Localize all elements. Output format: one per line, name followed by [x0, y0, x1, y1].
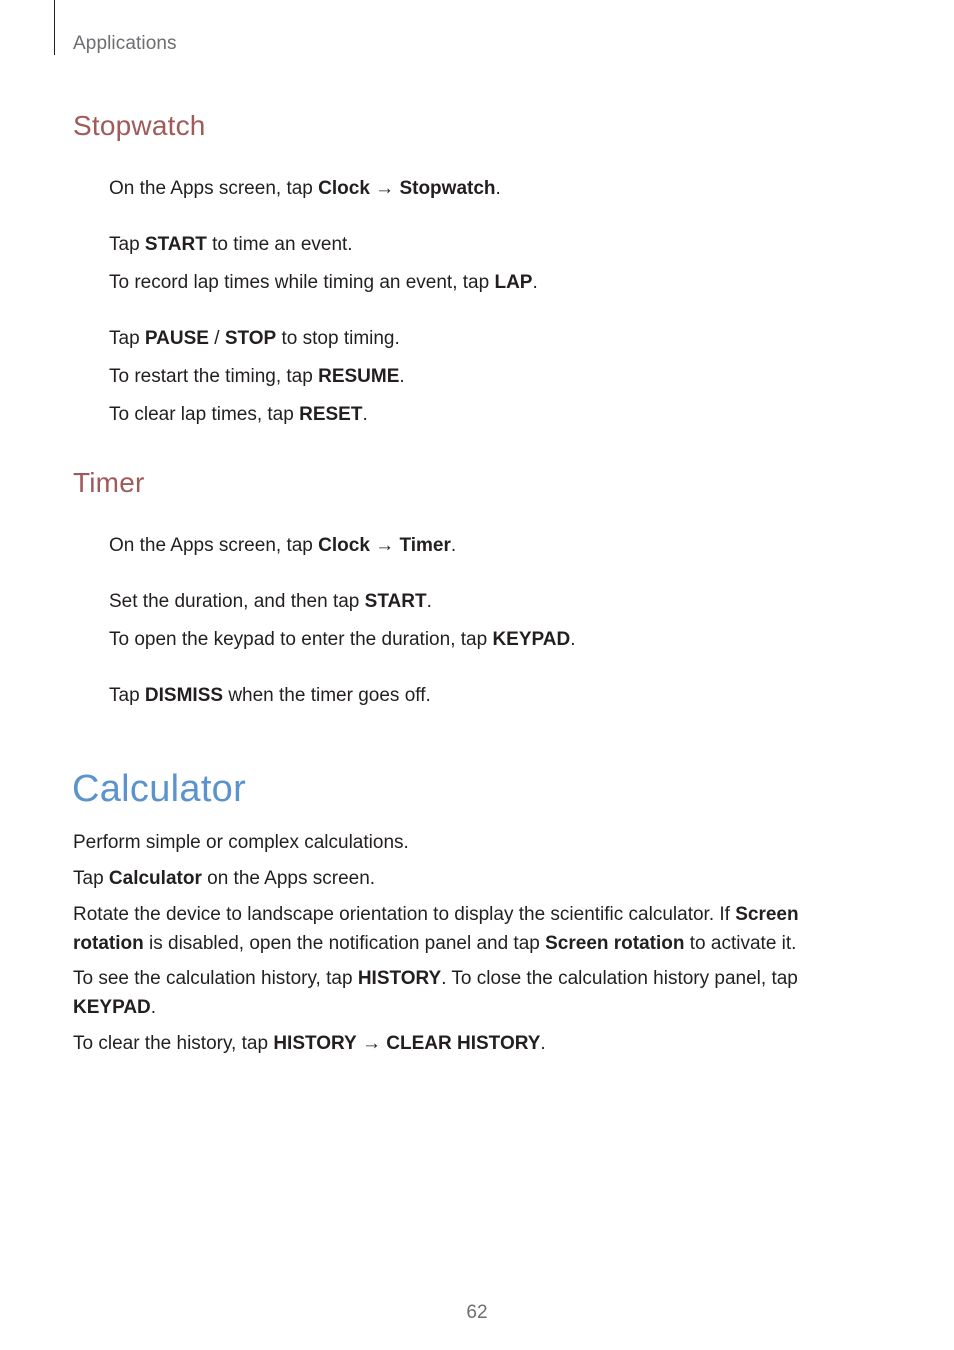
calculator-heading: Calculator — [72, 768, 247, 810]
stopwatch-heading: Stopwatch — [73, 110, 206, 141]
page-number: 62 — [466, 1302, 488, 1323]
calculator-paragraph-2: Tap Calculator on the Apps screen. — [73, 868, 376, 889]
calculator-paragraph-4: To see the calculation history, tap HISTORY. To close the calculation history panel, tap KEYPAD. — [73, 968, 798, 1018]
margin-rule — [54, 0, 55, 55]
stopwatch-step-5: To restart the timing, tap RESUME. — [109, 366, 405, 387]
calculator-paragraph-1: Perform simple or complex calculations. — [73, 832, 409, 853]
timer-step-4: Tap DISMISS when the timer goes off. — [109, 685, 431, 706]
timer-step-3: To open the keypad to enter the duration, tap KEYPAD. — [109, 629, 576, 650]
stopwatch-step-3: To record lap times while timing an event, tap LAP. — [109, 272, 538, 293]
calculator-paragraph-5: To clear the history, tap HISTORY → CLEAR HISTORY. — [73, 1033, 546, 1054]
section-header: Applications — [73, 33, 177, 54]
calculator-paragraph-3: Rotate the device to landscape orientation to display the scientific calculator. If Screen rotation is disabled, open the notification panel and tap Screen rotation to activate it. — [73, 904, 799, 954]
timer-heading: Timer — [73, 467, 145, 498]
timer-step-1: On the Apps screen, tap Clock → Timer. — [109, 535, 457, 556]
stopwatch-step-4: Tap PAUSE / STOP to stop timing. — [109, 328, 400, 349]
timer-step-2: Set the duration, and then tap START. — [109, 591, 432, 612]
stopwatch-step-6: To clear lap times, tap RESET. — [109, 404, 368, 425]
stopwatch-step-2: Tap START to time an event. — [109, 234, 353, 255]
stopwatch-step-1: On the Apps screen, tap Clock → Stopwatch. — [109, 178, 501, 199]
